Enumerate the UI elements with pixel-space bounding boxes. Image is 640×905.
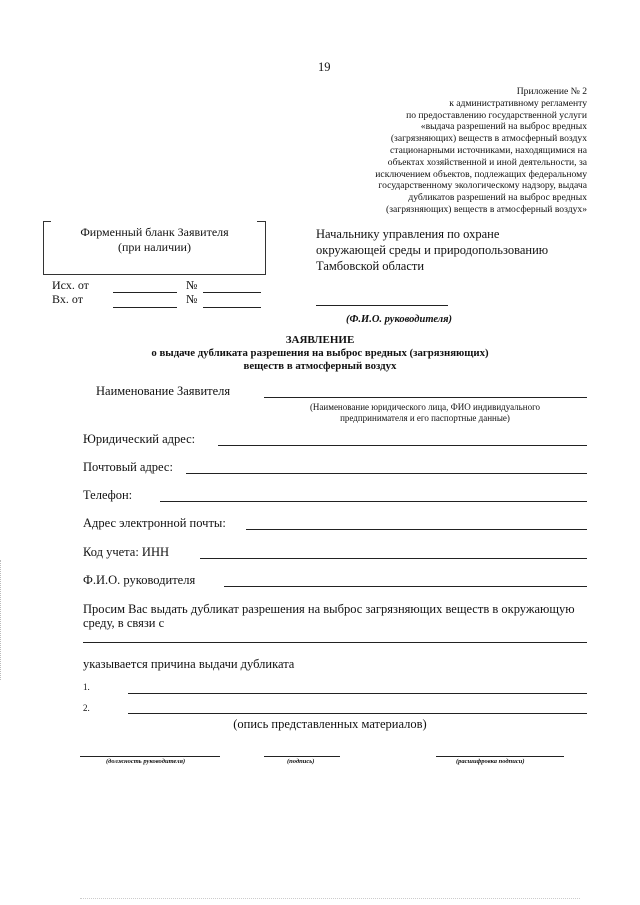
email-line[interactable] xyxy=(246,529,587,530)
incoming-label: Вх. от xyxy=(52,292,83,306)
annex-line: стационарными источниками, находящимися на xyxy=(390,144,587,156)
reason-label: указывается причина выдачи дубликата xyxy=(83,657,295,671)
incoming-number-label: № xyxy=(186,292,198,306)
outgoing-number-line[interactable] xyxy=(203,292,261,293)
annex-line: государственному экологическому надзору, выдача xyxy=(378,180,587,192)
outgoing-label: Исх. от xyxy=(52,278,89,292)
annex-line: исключением объектов, подлежащих федеральному xyxy=(375,168,587,180)
decoding-caption: (расшифровка подписи) xyxy=(456,758,525,765)
letterhead-line: Фирменный бланк Заявителя xyxy=(80,225,229,239)
director-signature-line[interactable] xyxy=(316,305,448,306)
annex-line: объектах хозяйственной и иной деятельности, за xyxy=(387,156,587,168)
materials-line-2[interactable] xyxy=(128,713,587,714)
email-label: Адрес электронной почты: xyxy=(83,516,226,530)
scan-edge xyxy=(0,560,2,680)
request-text: Просим Вас выдать дубликат разрешения на выброс загрязняющих веществ в окружающую xyxy=(83,602,575,616)
postal-address-line[interactable] xyxy=(186,473,587,474)
applicant-name-line[interactable] xyxy=(264,397,587,398)
page-number: 19 xyxy=(318,60,331,74)
outgoing-number-label: № xyxy=(186,278,198,292)
addressee-line: Тамбовской области xyxy=(316,259,425,273)
document-subtitle: о выдаче дубликата разрешения на выброс вредных (загрязняющих) xyxy=(151,347,489,359)
director-label: Ф.И.О. руководителя xyxy=(83,573,196,587)
annex-line: (загрязняющих) веществ в атмосферный воздух xyxy=(390,133,587,145)
applicant-hint xyxy=(270,402,580,424)
annex-line: Приложение № 2 xyxy=(516,86,587,97)
legal-address-line[interactable] xyxy=(218,445,587,446)
scan-edge xyxy=(80,898,580,899)
addressee-block xyxy=(316,226,548,274)
materials-line-1[interactable] xyxy=(128,693,587,694)
outgoing-date-line[interactable] xyxy=(113,292,177,293)
item-number: 1. xyxy=(83,682,90,692)
request-text: среду, в связи с xyxy=(83,616,165,630)
legal-address-label: Юридический адрес: xyxy=(83,432,196,446)
addressee-line: Начальнику управления по охране xyxy=(316,227,500,241)
addressee-line: окружающей среды и природопользованию xyxy=(316,243,549,257)
phone-line[interactable] xyxy=(160,501,587,502)
annex-line: (загрязняющих) веществ в атмосферный воздух» xyxy=(386,203,587,215)
position-line[interactable] xyxy=(80,756,220,757)
corner-tick xyxy=(43,221,51,222)
applicant-hint-line: предпринимателя и его паспортные данные) xyxy=(340,413,510,423)
decoding-line[interactable] xyxy=(436,756,564,757)
annex-line: дубликатов разрешений на выброс вредных xyxy=(408,192,587,204)
document-subtitle: веществ в атмосферный воздух xyxy=(243,360,397,372)
reason-line[interactable] xyxy=(83,642,587,643)
corner-tick xyxy=(257,221,265,222)
incoming-date-line[interactable] xyxy=(113,307,177,308)
applicant-name-label: Наименование Заявителя xyxy=(96,384,231,398)
signature-caption: (подпись) xyxy=(287,758,315,765)
letterhead-line: (при наличии) xyxy=(118,240,191,254)
materials-caption: (опись представленных материалов) xyxy=(233,717,427,731)
phone-label: Телефон: xyxy=(83,488,133,502)
incoming-number-line[interactable] xyxy=(203,307,261,308)
document-title: ЗАЯВЛЕНИЕ xyxy=(285,334,355,346)
director-caption: (Ф.И.О. руководителя) xyxy=(346,314,453,325)
postal-address-label: Почтовый адрес: xyxy=(83,460,173,474)
director-line[interactable] xyxy=(224,586,587,587)
applicant-hint-line: (Наименование юридического лица, ФИО индивидуального xyxy=(309,402,541,412)
letterhead-box xyxy=(43,221,266,275)
annex-line: к административному регламенту xyxy=(449,97,587,109)
annex-block xyxy=(287,86,587,216)
annex-line: по предоставлению государственной услуги xyxy=(406,109,587,121)
position-caption: (должность руководителя) xyxy=(106,758,186,765)
annex-line: «выдача разрешений на выброс вредных xyxy=(420,121,587,133)
inn-label: Код учета: ИНН xyxy=(83,545,170,559)
inn-line[interactable] xyxy=(200,558,587,559)
item-number: 2. xyxy=(83,703,90,713)
signature-line[interactable] xyxy=(264,756,340,757)
